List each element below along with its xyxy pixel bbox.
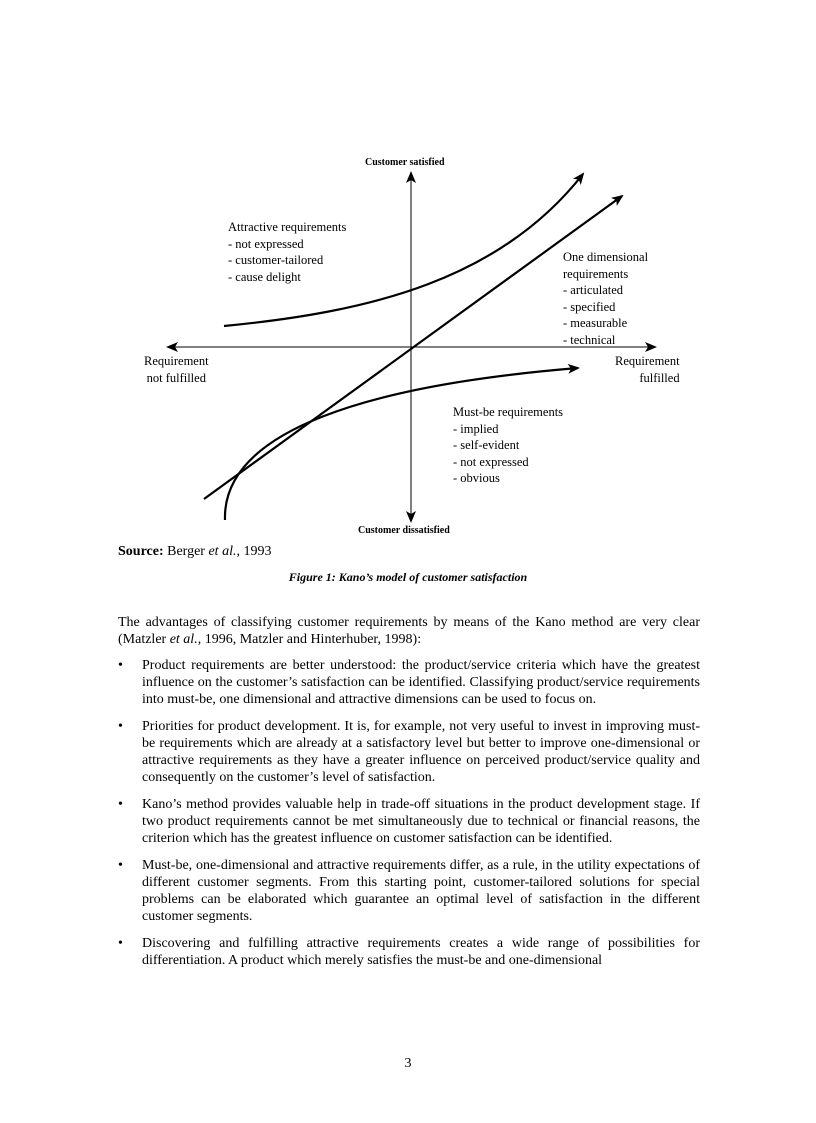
intro-paragraph: The advantages of classifying customer requirements by means of the Kano method are very clear (Matzler et al., 1996, Matzler and Hinterhuber, 1998): <box>118 615 700 647</box>
list-item: • Kano’s method provides valuable help in trade-off situations in the product development stage. If two product requirements cannot be met simultaneously due to technical or financial reasons, the criterion which has the greatest influence on customer satisfaction can be identified. <box>118 797 700 846</box>
axis-label-customer-dissatisfied: Customer dissatisfied <box>358 525 450 536</box>
kano-diagram <box>0 0 816 560</box>
figure-source: Source: Berger et al., 1993 <box>118 544 272 559</box>
bullet-icon: • <box>118 797 123 812</box>
list-item: • Priorities for product development. It is, for example, not very useful to invest in improving must-be requirements which are already at a satisfactory level but better to improve one-dimensional or attractive requirements as they have a greater influence on perceived product/service quality and consequently on the customer’s level of satisfaction. <box>118 719 700 785</box>
axis-label-not-fulfilled: Requirement not fulfilled <box>144 354 209 385</box>
axis-label-fulfilled: Requirement fulfilled <box>615 354 680 385</box>
must-be-requirements-label: Must-be requirements - implied - self-evident - not expressed - obvious <box>453 405 564 485</box>
bullet-icon: • <box>118 658 123 673</box>
bullet-icon: • <box>118 936 123 951</box>
attractive-requirements-label: Attractive requirements - not expressed - customer-tailored - cause delight <box>228 220 347 284</box>
one-dimensional-requirements-label: One dimensional requirements - articulated - specified - measurable - technical <box>563 250 649 347</box>
list-item: • Product requirements are better understood: the product/service criteria which have the greatest influence on the customer’s satisfaction can be identified. Classifying product/service requirements into must-be, one dimensional and attractive dimensions can be used to focus on. <box>118 658 700 707</box>
figure-caption: Figure 1: Kano’s model of customer satisfaction <box>288 570 528 584</box>
bullet-icon: • <box>118 858 123 873</box>
axis-label-customer-satisfied: Customer satisfied <box>365 157 445 168</box>
list-item: • Must-be, one-dimensional and attractive requirements differ, as a rule, in the utility expectations of different customer segments. From this starting point, customer-tailored solutions for special problems can be elaborated which guarantee an optimal level of satisfaction in the different customer segments. <box>118 858 700 924</box>
list-item: • Discovering and fulfilling attractive requirements creates a wide range of possibilities for differentiation. A product which merely satisfies the must-be and one-dimensional <box>118 936 700 968</box>
advantages-list <box>118 657 700 979</box>
bullet-icon: • <box>118 719 123 734</box>
page-number: 3 <box>404 1056 412 1071</box>
